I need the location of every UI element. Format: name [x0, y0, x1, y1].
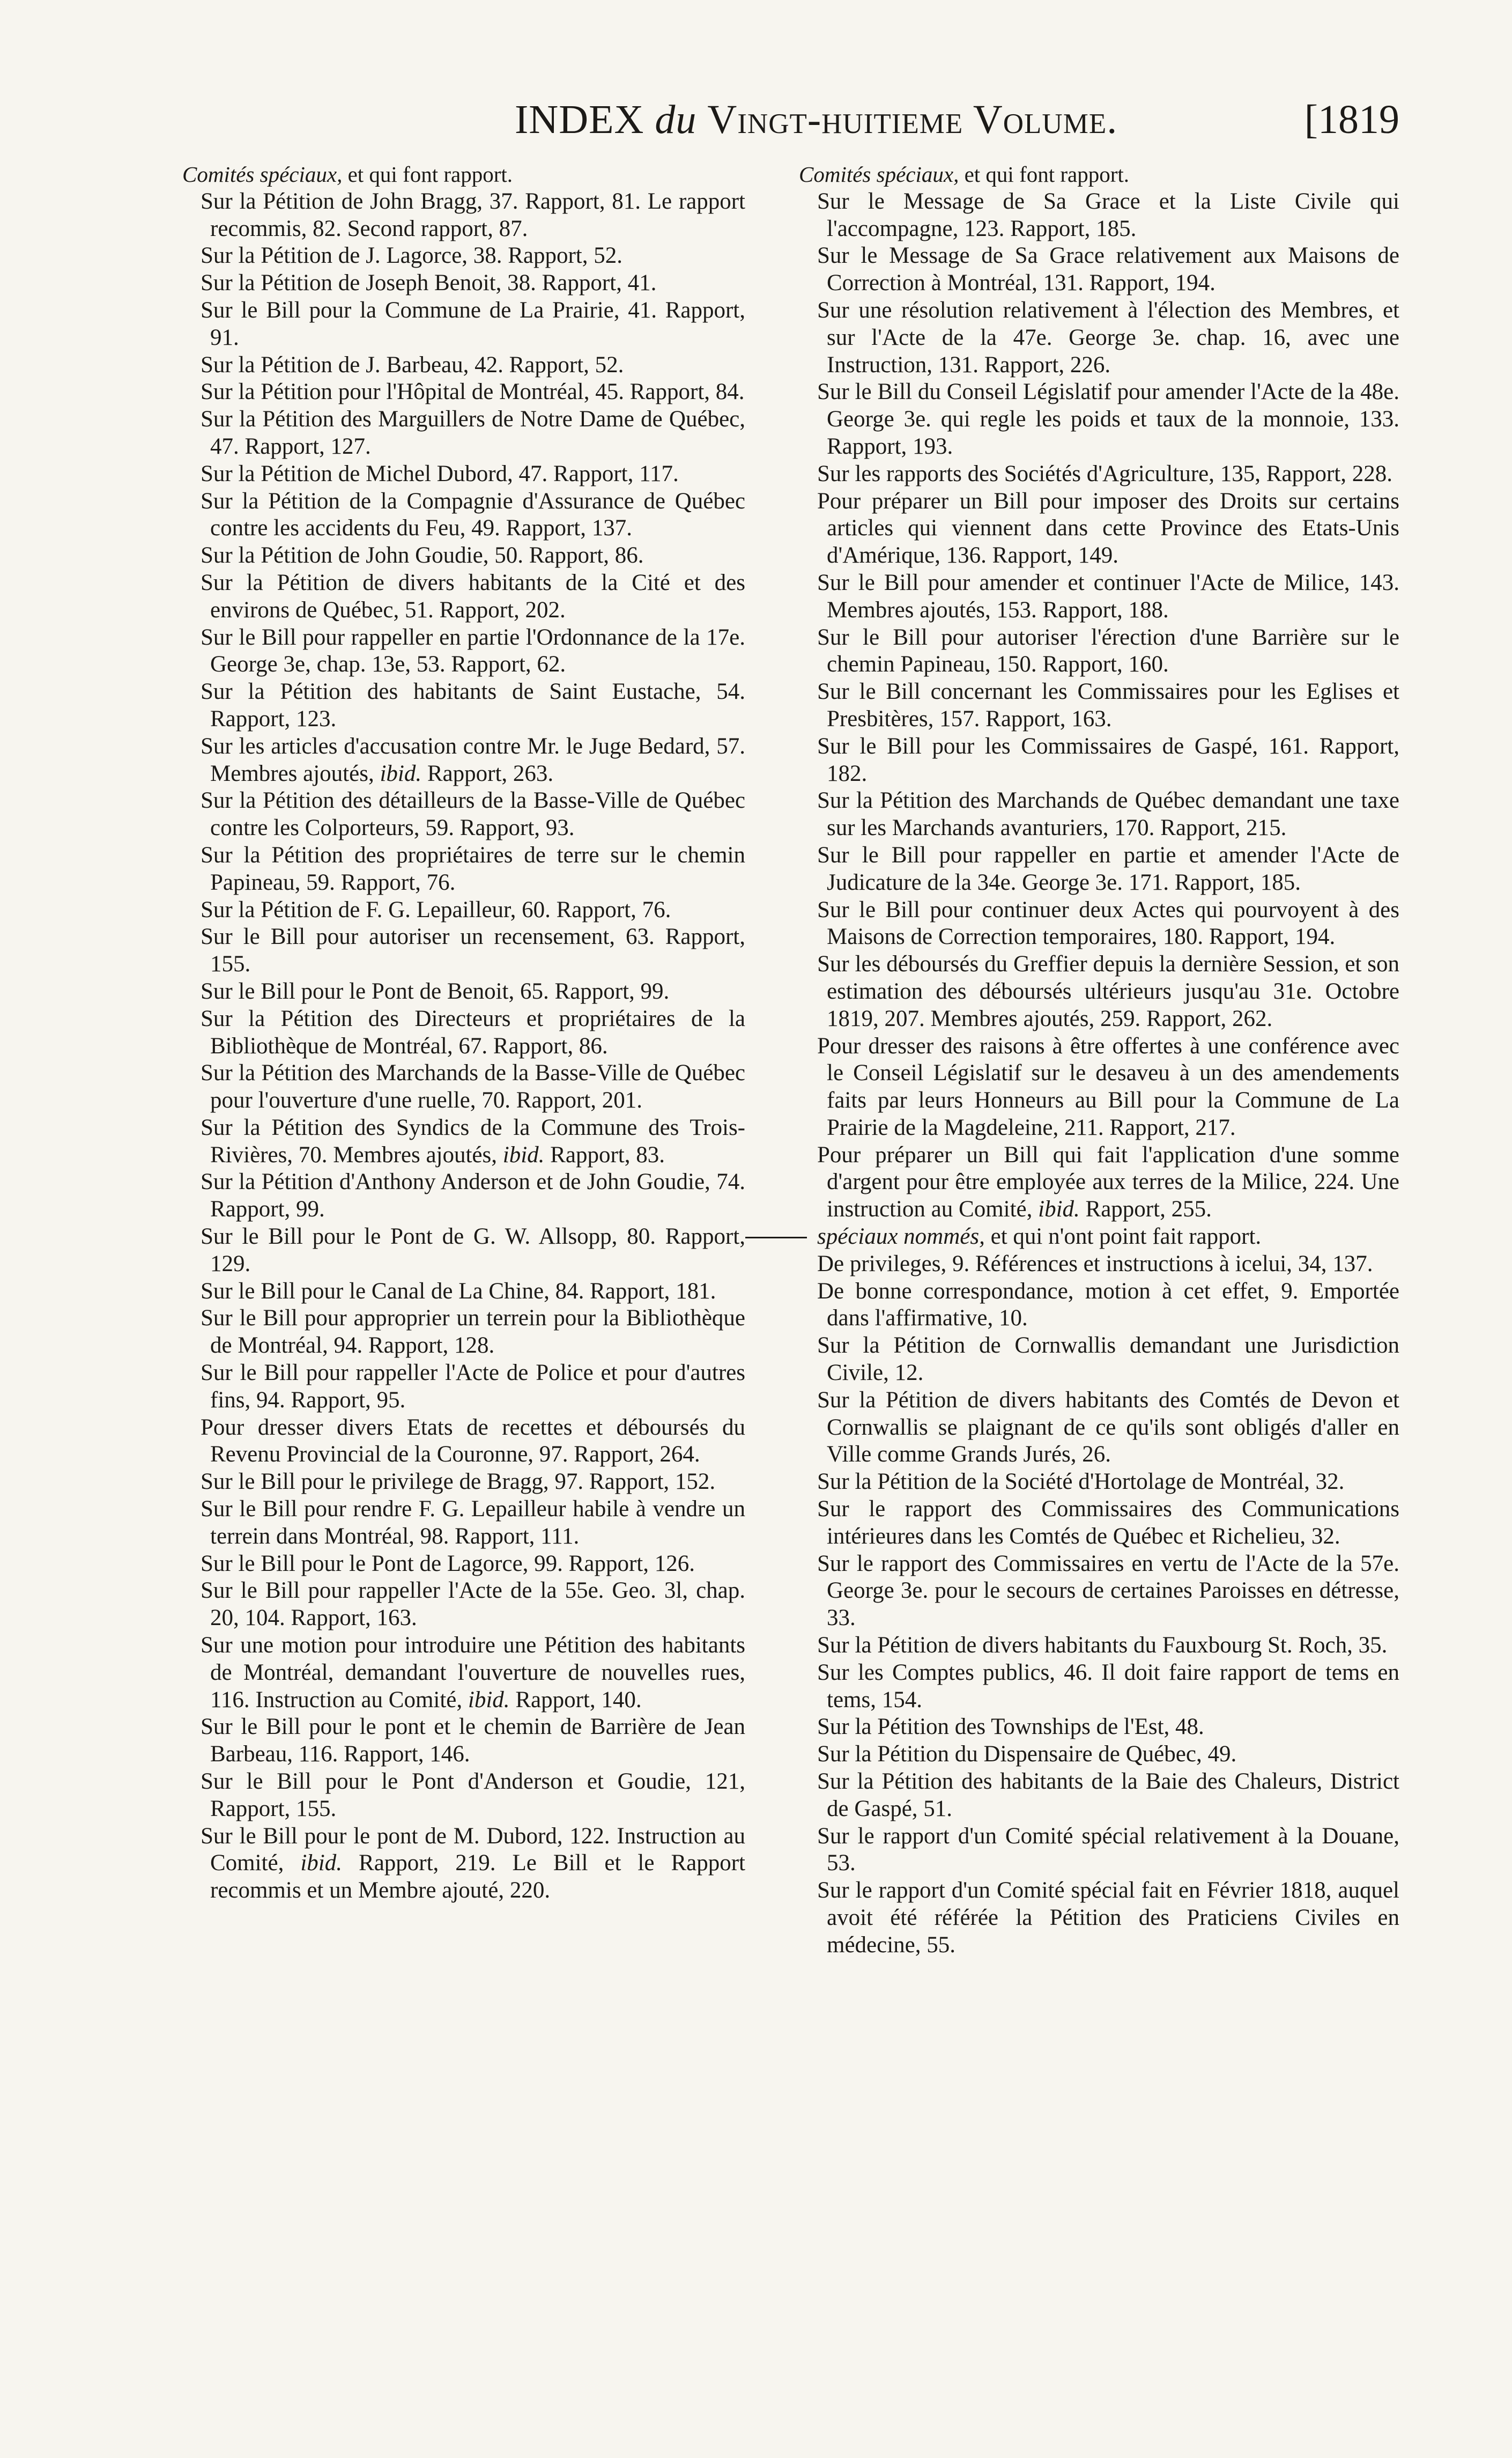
index-entry: Sur le Bill pour autoriser l'érection d'une Barrière sur le chemin Papineau, 150. Rapport, 160.	[817, 624, 1399, 677]
index-entry: Sur le Bill pour rappeller l'Acte de la 55e. Geo. 3l, chap. 20, 104. Rapport, 163.	[201, 1578, 745, 1631]
index-entry: Sur la Pétition de J. Barbeau, 42. Rapport, 52.	[201, 352, 624, 378]
index-entry: Sur les articles d'accusation contre Mr. le Juge Bedard, 57. Membres ajoutés, ibid. Rapport, 263.	[201, 733, 745, 786]
page-year-marker: [1819	[1304, 97, 1399, 142]
title-du: du	[655, 97, 697, 142]
index-entry: Sur le rapport des Commissaires des Communications intérieures dans les Comtés de Québec et Richelieu, 32.	[817, 1496, 1399, 1549]
right-entries-not-reported	[799, 1251, 1399, 1959]
index-entry: Sur la Pétition des Marchands de la Basse-Ville de Québec pour l'ouverture d'une ruelle, 70. Rapport, 201.	[201, 1060, 745, 1113]
index-entry: Sur le rapport des Commissaires en vertu de l'Acte de la 57e. George 3e. pour le secours de certaines Paroisses en détresse, 33.	[817, 1551, 1399, 1631]
running-head	[0, 97, 1512, 145]
index-entry: Sur la Pétition des Townships de l'Est, 48.	[817, 1714, 1204, 1740]
subheading-rest: et qui n'ont point fait rapport.	[984, 1224, 1262, 1250]
index-entry: Sur la Pétition des habitants de la Baie des Chaleurs, District de Gaspé, 51.	[817, 1769, 1399, 1821]
index-entry: Sur le Bill pour le Pont de Lagorce, 99. Rapport, 126.	[201, 1551, 695, 1576]
page-title	[515, 97, 1117, 143]
index-entry: Sur le Message de Sa Grace relativement aux Maisons de Correction à Montréal, 131. Rapport, 194.	[817, 243, 1399, 296]
right-column-heading	[799, 161, 1399, 188]
index-entry: Sur la Pétition de Michel Dubord, 47. Rapport, 117.	[201, 461, 679, 486]
index-entry: Sur le rapport d'un Comité spécial fait en Février 1818, auquel avoit été référée la Pétition des Praticiens Civiles en médecine, 55.	[817, 1878, 1399, 1958]
index-entry: Sur le Bill pour le privilege de Bragg, 97. Rapport, 152.	[201, 1469, 716, 1495]
index-entry: Pour dresser des raisons à être offertes à une conférence avec le Conseil Législatif sur le desaveu à un des amendements faits par leurs Honneurs au Bill pour la Commune de La Prairie de la Magdeleine, 211. Rapport, 217.	[817, 1033, 1399, 1140]
index-entry: Sur le Bill pour le pont et le chemin de Barrière de Jean Barbeau, 116. Rapport, 146.	[201, 1714, 745, 1767]
right-heading-italic: Comités spéciaux,	[799, 162, 959, 187]
index-entry: Sur les rapports des Sociétés d'Agriculture, 135, Rapport, 228.	[817, 461, 1393, 486]
index-entry: Pour préparer un Bill qui fait l'application d'une somme d'argent pour être employée aux terres de la Milice, 224. Une instruction au Comité, ibid. Rapport, 255.	[817, 1142, 1399, 1222]
index-entry: Sur la Pétition de la Société d'Hortolage de Montréal, 32.	[817, 1469, 1345, 1495]
index-entry: Sur les déboursés du Greffier depuis la dernière Session, et son estimation des déboursés ultérieurs jusqu'au 31e. Octobre 1819, 207. Membres ajoutés, 259. Rapport, 262.	[817, 951, 1399, 1031]
index-entry: Sur le Bill concernant les Commissaires pour les Eglises et Presbitères, 157. Rapport, 163.	[817, 679, 1399, 732]
index-entry: Sur le Bill pour rappeller l'Acte de Police et pour d'autres fins, 94. Rapport, 95.	[201, 1360, 745, 1413]
index-entry: Pour préparer un Bill pour imposer des Droits sur certains articles qui viennent dans cette Province des Etats-Unis d'Amérique, 136. Rapport, 149.	[817, 488, 1399, 569]
index-entry: Sur le Bill pour rappeller en partie et amender l'Acte de Judicature de la 34e. George 3e. 171. Rapport, 185.	[817, 842, 1399, 895]
index-entry: Sur la Pétition des propriétaires de terre sur le chemin Papineau, 59. Rapport, 76.	[201, 842, 745, 895]
index-entry: Sur le Bill pour amender et continuer l'Acte de Milice, 143. Membres ajoutés, 153. Rapport, 188.	[817, 570, 1399, 623]
title-index: INDEX	[515, 97, 644, 142]
title-volume: Vingt-huitieme Volume.	[707, 97, 1118, 142]
index-entry: Sur le Bill pour le Pont de G. W. Allsopp, 80. Rapport, 129.	[201, 1224, 745, 1276]
index-entry: Sur le Bill pour le Canal de La Chine, 84. Rapport, 181.	[201, 1278, 716, 1304]
index-entry: Sur la Pétition de J. Lagorce, 38. Rapport, 52.	[201, 243, 622, 269]
ditto-dash	[745, 1237, 807, 1238]
index-entry: Sur le Message de Sa Grace et la Liste Civile qui l'accompagne, 123. Rapport, 185.	[817, 188, 1399, 241]
index-entry: Sur les Comptes publics, 46. Il doit faire rapport de tems en tems, 154.	[817, 1659, 1399, 1713]
index-entry: Sur le Bill pour approprier un terrein pour la Bibliothèque de Montréal, 94. Rapport, 128.	[201, 1305, 745, 1359]
index-entry: Sur le Bill pour le Pont d'Anderson et Goudie, 121, Rapport, 155.	[201, 1769, 745, 1821]
index-entry: Sur le Bill pour le Pont de Benoit, 65. Rapport, 99.	[201, 978, 670, 1004]
index-entry: Sur le Bill pour les Commissaires de Gaspé, 161. Rapport, 182.	[817, 733, 1399, 786]
right-heading-rest: et qui font rapport.	[959, 162, 1130, 187]
index-entry: Sur la Pétition de Cornwallis demandant une Jurisdiction Civile, 12.	[817, 1333, 1399, 1386]
index-entry: Sur la Pétition de F. G. Lepailleur, 60. Rapport, 76.	[201, 897, 671, 922]
index-entry: Sur la Pétition de Joseph Benoit, 38. Rapport, 41.	[201, 270, 657, 296]
index-entry: De bonne correspondance, motion à cet effet, 9. Emportée dans l'affirmative, 10.	[817, 1278, 1399, 1331]
index-entry: Sur le Bill pour rendre F. G. Lepailleur habile à vendre un terrein dans Montréal, 98. Rapport, 111.	[201, 1496, 745, 1549]
index-entry: Sur la Pétition de divers habitants des Comtés de Devon et Cornwallis se plaignant de ce qu'ils sont obligés d'aller en Ville comme Grands Jurés, 26.	[817, 1387, 1399, 1467]
index-entry: Sur le Bill du Conseil Législatif pour amender l'Acte de la 48e. George 3e. qui regle les poids et taux de la monnoie, 133. Rapport, 193.	[817, 379, 1399, 459]
right-entries	[799, 188, 1399, 1223]
index-entry: De privileges, 9. Références et instructions à icelui, 34, 137.	[817, 1251, 1373, 1276]
left-heading-italic: Comités spéciaux,	[182, 162, 343, 187]
index-entry: Sur la Pétition des habitants de Saint Eustache, 54. Rapport, 123.	[201, 679, 745, 732]
right-subheading	[799, 1223, 1399, 1251]
index-entry: Sur la Pétition d'Anthony Anderson et de John Goudie, 74. Rapport, 99.	[201, 1169, 745, 1222]
index-entry: Sur la Pétition des détailleurs de la Basse-Ville de Québec contre les Colporteurs, 59. Rapport, 93.	[201, 788, 745, 841]
index-entry: Sur la Pétition de divers habitants du Fauxbourg St. Roch, 35.	[817, 1633, 1388, 1658]
index-entry: Sur la Pétition des Marguillers de Notre Dame de Québec, 47. Rapport, 127.	[201, 407, 745, 459]
index-entry: Sur le Bill pour autoriser un recensement, 63. Rapport, 155.	[201, 924, 745, 977]
subheading-italic: spéciaux nommés,	[817, 1224, 985, 1250]
index-entry: Sur la Pétition de la Compagnie d'Assurance de Québec contre les accidents du Feu, 49. Rapport, 137.	[201, 488, 745, 541]
index-entry: Sur une motion pour introduire une Pétition des habitants de Montréal, demandant l'ouverture de nouvelles rues, 116. Instruction au Comité, ibid. Rapport, 140.	[201, 1633, 745, 1713]
index-entry: Sur la Pétition pour l'Hôpital de Montréal, 45. Rapport, 84.	[201, 379, 745, 405]
left-entries	[182, 188, 745, 1905]
index-entry: Sur une résolution relativement à l'élection des Membres, et sur l'Acte de la 47e. George 3e. chap. 16, avec une Instruction, 131. Rapport, 226.	[817, 297, 1399, 378]
index-entry: Sur la Pétition des Directeurs et propriétaires de la Bibliothèque de Montréal, 67. Rapport, 86.	[201, 1006, 745, 1059]
left-heading-rest: et qui font rapport.	[342, 162, 513, 187]
index-entry: Sur la Pétition du Dispensaire de Québec, 49.	[817, 1741, 1237, 1767]
index-entry: Sur le rapport d'un Comité spécial relativement à la Douane, 53.	[817, 1823, 1399, 1876]
left-column	[182, 161, 745, 1905]
index-entry: Sur la Pétition des Syndics de la Commune des Trois-Rivières, 70. Membres ajoutés, ibid. Rapport, 83.	[201, 1114, 745, 1168]
index-entry: Sur le Bill pour le pont de M. Dubord, 122. Instruction au Comité, ibid. Rapport, 219. Le Bill et le Rapport recommis et un Membre ajouté, 220.	[201, 1823, 745, 1903]
right-column	[799, 161, 1399, 1959]
index-entry: Sur le Bill pour la Commune de La Prairie, 41. Rapport, 91.	[201, 297, 745, 350]
index-entry: Sur la Pétition de John Bragg, 37. Rapport, 81. Le rapport recommis, 82. Second rapport, 87.	[201, 188, 745, 241]
index-entry: Sur la Pétition de John Goudie, 50. Rapport, 86.	[201, 543, 644, 569]
left-column-heading	[182, 161, 745, 188]
index-entry: Sur la Pétition des Marchands de Québec demandant une taxe sur les Marchands avanturiers, 170. Rapport, 215.	[817, 788, 1399, 841]
index-entry: Sur le Bill pour continuer deux Actes qui pourvoyent à des Maisons de Correction temporaires, 180. Rapport, 194.	[817, 897, 1399, 950]
index-entry: Sur le Bill pour rappeller en partie l'Ordonnance de la 17e. George 3e, chap. 13e, 53. Rapport, 62.	[201, 624, 745, 677]
index-entry: Pour dresser divers Etats de recettes et déboursés du Revenu Provincial de la Couronne, 97. Rapport, 264.	[201, 1414, 745, 1467]
index-entry: Sur la Pétition de divers habitants de la Cité et des environs de Québec, 51. Rapport, 202.	[201, 570, 745, 623]
